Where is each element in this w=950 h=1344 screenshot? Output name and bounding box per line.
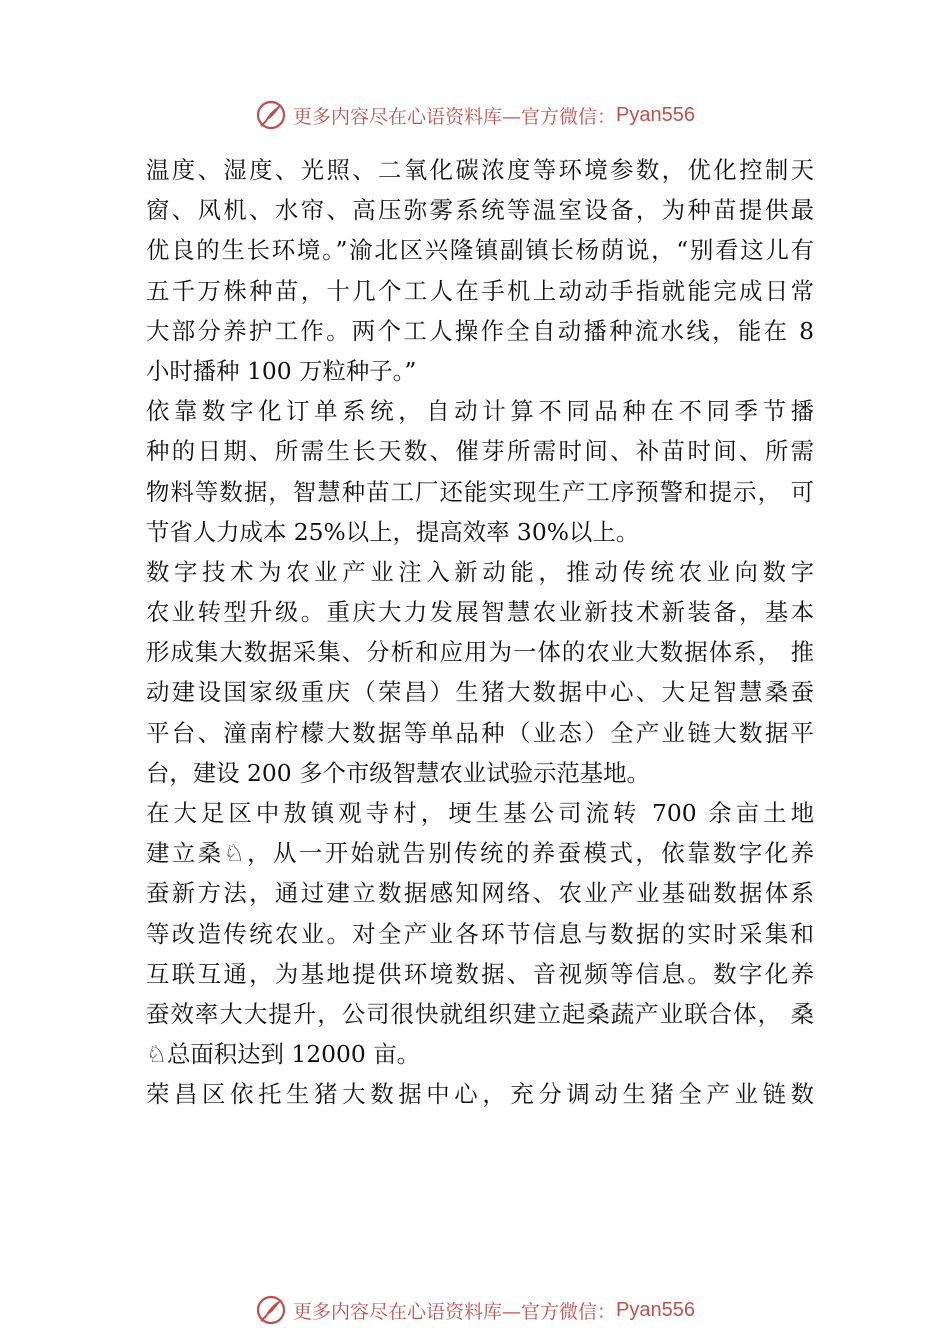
text-line: 节省人力成本 25%以上，提高效率 30%以上。 [146, 517, 640, 546]
text-line: 窗、风机、水帘、高压弥雾系统等温室设备，为种苗提供最 [146, 196, 814, 225]
watermark-text: 更多内容尽在心语资料库—官方微信： [293, 1300, 617, 1323]
text-line: 荣昌区依托生猪大数据中心，充分调动生猪全产业链数 [146, 1080, 814, 1109]
text-line: 五千万株种苗，十几个工人在手机上动动手指就能完成日常 [146, 276, 814, 305]
text-line: 建立桑♘，从一开始就告别传统的养蚕模式，依靠数字化养 [146, 839, 814, 868]
text-line: 台，建设 200 多个市级智慧农业试验示范基地。 [146, 758, 650, 787]
text-line: 物料等数据，智慧种苗工厂还能实现生产工序预警和提示， 可 [146, 477, 814, 506]
header-watermark [0, 95, 950, 135]
text-line: 蚕新方法，通过建立数据感知网络、农业产业基础数据体系 [146, 879, 814, 908]
document-body [146, 150, 814, 1115]
text-line: 优良的生长环境。”渝北区兴隆镇副镇长杨荫说，“别看这儿有 [146, 236, 814, 265]
paragraph [146, 150, 814, 391]
quill-logo-icon [255, 99, 287, 131]
text-line: 互联互通，为基地提供环境数据、音视频等信息。数字化养 [146, 959, 814, 988]
text-line: 动建设国家级重庆（荣昌）生猪大数据中心、大足智慧桑蚕 [146, 678, 814, 707]
text-line: 依靠数字化订单系统，自动计算不同品种在不同季节播 [146, 397, 814, 426]
text-line: 在大足区中敖镇观寺村，埂生基公司流转 700 余亩土地 [146, 799, 814, 827]
text-line: 温度、湿度、光照、二氧化碳浓度等环境参数，优化控制天 [146, 156, 814, 184]
text-line: 蚕效率大大提升，公司很快就组织建立起桑蔬产业联合体， 桑 [146, 999, 814, 1028]
text-line: 大部分养护工作。两个工人操作全自动播种流水线，能在 8 [146, 316, 814, 345]
watermark-text: 更多内容尽在心语资料库—官方微信： [293, 105, 617, 128]
text-line: 等改造传统农业。对全产业各环节信息与数据的实时采集和 [146, 919, 814, 948]
paragraph [146, 1074, 814, 1114]
wechat-id: Pyan556 [616, 103, 695, 126]
text-line: ♘总面积达到 12000 亩。 [146, 1040, 420, 1069]
text-line: 农业转型升级。重庆大力发展智慧农业新技术新装备，基本 [146, 598, 814, 627]
text-line: 小时播种 100 万粒种子。” [146, 356, 417, 385]
quill-logo-icon [255, 1294, 287, 1326]
text-line: 种的日期、所需生长天数、催芽所需时间、补苗时间、所需 [146, 437, 814, 466]
paragraph [146, 793, 814, 1074]
text-line: 数字技术为农业产业注入新动能，推动传统农业向数字 [146, 557, 814, 586]
footer-watermark [0, 1290, 950, 1330]
text-line: 平台、潼南柠檬大数据等单品种（业态）全产业链大数据平 [146, 718, 814, 747]
paragraph [146, 391, 814, 552]
text-line: 形成集大数据采集、分析和应用为一体的农业大数据体系， 推 [146, 638, 814, 667]
wechat-id: Pyan556 [616, 1298, 695, 1321]
paragraph [146, 552, 814, 793]
